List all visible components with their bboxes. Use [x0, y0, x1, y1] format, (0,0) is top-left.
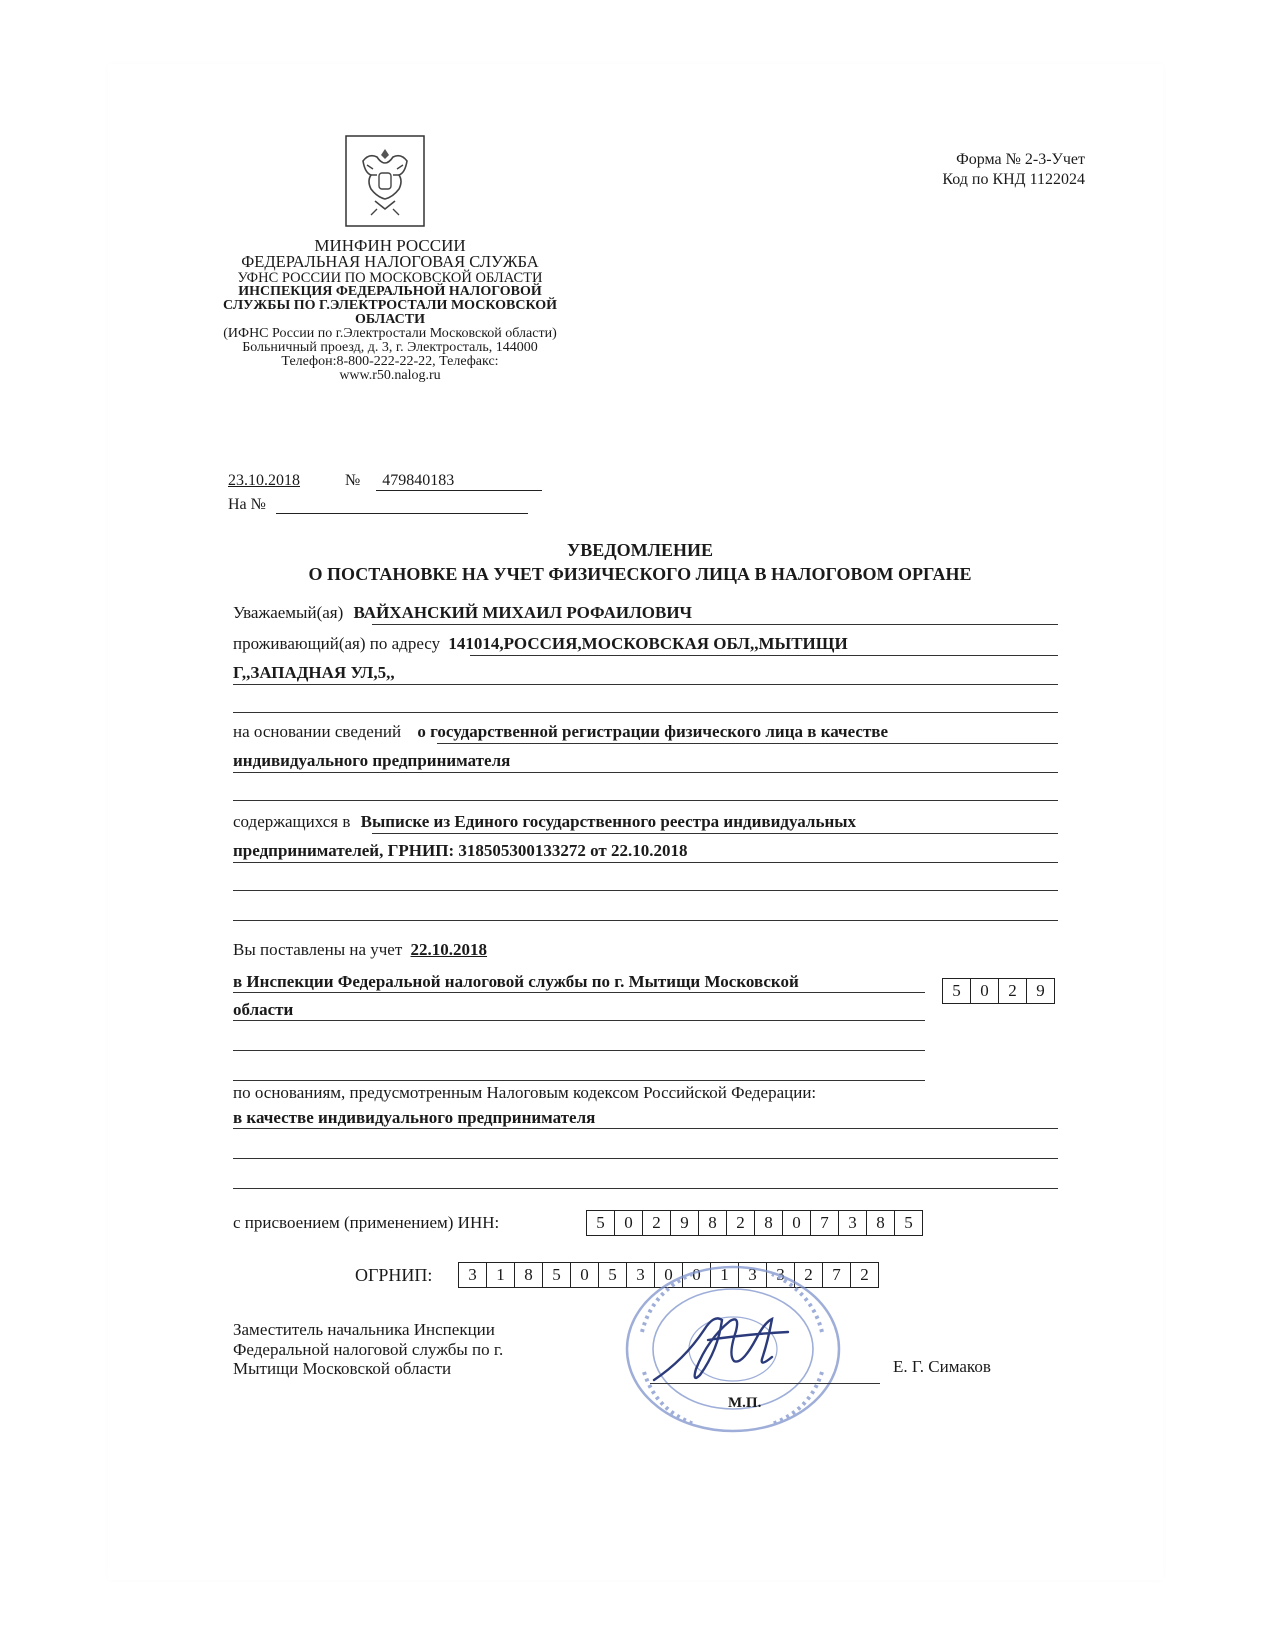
ogrnip-digit: 5	[599, 1263, 627, 1287]
inspection-name-line3: ОБЛАСТИ	[355, 312, 425, 327]
inn-digit: 7	[811, 1211, 839, 1235]
basis-line2: индивидуального предпринимателя	[233, 751, 511, 770]
inn-label: с присвоением (применением) ИНН:	[233, 1213, 500, 1232]
line-grounds1	[233, 1128, 1058, 1129]
inn-digit: 5	[904, 1213, 913, 1232]
form-code-block	[880, 150, 1085, 190]
number-sign: №	[345, 472, 361, 489]
inn-boxes	[586, 1210, 923, 1236]
inn-digit: 2	[727, 1211, 755, 1235]
line-contained1	[372, 833, 1058, 834]
ogrnip-digit: 2	[795, 1263, 823, 1287]
registration-date-value: 23.10.2018	[228, 472, 300, 489]
ogrnip-digit: 3	[459, 1263, 487, 1287]
basis-line1: о государственной регистрации физического лица в качестве	[417, 722, 889, 741]
line-grounds2	[233, 1158, 1058, 1159]
service-name: ФЕДЕРАЛЬНАЯ НАЛОГОВАЯ СЛУЖБА	[241, 252, 539, 271]
ogrnip-digit: 0	[571, 1263, 599, 1287]
recipient-row	[233, 603, 692, 623]
grounds-value: в качестве индивидуального предпринимателя	[233, 1108, 596, 1127]
recipient-name: ВАЙХАНСКИЙ МИХАИЛ РОФАИЛОВИЧ	[353, 603, 693, 622]
address-line2: Г,,ЗАПАДНАЯ УЛ,5,,	[233, 663, 395, 682]
signer-position-line2: Федеральной налоговой службы по г.	[233, 1339, 504, 1359]
registered-label: Вы поставлены на учет	[233, 940, 403, 959]
inspection-short-name: (ИФНС России по г.Электростали Московской области)	[223, 326, 557, 341]
inspection-name-line1: ИНСПЕКЦИЯ ФЕДЕРАЛЬНОЙ НАЛОГОВОЙ	[238, 284, 542, 299]
line-recipient	[372, 624, 1058, 625]
issuer-phone: Телефон:8-800-222-22-22, Телефакс:	[281, 354, 499, 369]
inspection-line2: области	[233, 1000, 294, 1019]
issuer-address: Больничный проезд, д. 3, г. Электросталь, 144000	[242, 340, 538, 355]
line-contained2	[233, 862, 1058, 863]
issuer-header	[195, 237, 585, 383]
line-address3	[233, 712, 1058, 713]
line-inspection2	[233, 1020, 925, 1021]
dear-label: Уважаемый(ая)	[233, 603, 344, 622]
ogrnip-digit: 8	[515, 1263, 543, 1287]
ogrnip-digit: 1	[711, 1263, 739, 1287]
line-basis3	[233, 800, 1058, 801]
ogrnip-digit: 5	[543, 1263, 571, 1287]
department-name: УФНС РОССИИ ПО МОСКОВСКОЙ ОБЛАСТИ	[237, 269, 543, 286]
line-contained3	[233, 890, 1058, 891]
line-inspection1	[233, 992, 925, 993]
inspection-line1: в Инспекции Федеральной налоговой службы по г. Мытищи Московской	[233, 972, 799, 991]
contained-row	[233, 812, 856, 832]
signer-position	[233, 1320, 503, 1379]
ogrnip-digit: 3	[627, 1263, 655, 1287]
ogrnip-digit: 7	[823, 1263, 851, 1287]
address-label: проживающий(ая) по адресу	[233, 634, 441, 653]
knd-code: Код по КНД 1122024	[942, 171, 1085, 188]
line-basis1	[437, 743, 1058, 744]
signer-name: Е. Г. Симаков	[893, 1357, 991, 1376]
registration-number-value: 479840183	[376, 472, 542, 491]
registered-row	[233, 940, 487, 960]
ogrnip-label: ОГРНИП:	[355, 1265, 433, 1285]
stamp-mark: М.П.	[728, 1395, 762, 1411]
address-line1: 141014,РОССИЯ,МОСКОВСКАЯ ОБЛ,,МЫТИЩИ	[448, 634, 848, 653]
contained-line2: предпринимателей, ГРНИП: 318505300133272 от 22.10.2018	[233, 841, 688, 860]
code-digit: 9	[1036, 981, 1045, 1000]
basis-row	[233, 722, 888, 742]
ogrnip-digit: 0	[655, 1263, 683, 1287]
line-contained4	[233, 920, 1058, 921]
address-row	[233, 634, 848, 654]
inn-digit: 5	[587, 1211, 615, 1235]
title-line2: О ПОСТАНОВКЕ НА УЧЕТ ФИЗИЧЕСКОГО ЛИЦА В НАЛОГОВОМ ОРГАНЕ	[308, 564, 972, 585]
line-address1	[470, 655, 1058, 656]
registered-date: 22.10.2018	[410, 940, 488, 959]
inn-digit: 9	[671, 1211, 699, 1235]
registration-date	[228, 472, 300, 490]
contained-label: содержащихся в	[233, 812, 351, 831]
reply-number-field	[276, 498, 528, 514]
grounds-label: по основаниям, предусмотренным Налоговым кодексом Российской Федерации:	[233, 1083, 817, 1102]
inn-digit: 0	[615, 1211, 643, 1235]
inn-digit: 8	[867, 1211, 895, 1235]
ogrnip-digit: 3	[739, 1263, 767, 1287]
ministry-name: МИНФИН РОССИИ	[314, 236, 466, 255]
reply-label: На №	[228, 496, 266, 513]
ogrnip-digit: 0	[683, 1263, 711, 1287]
line-address2	[233, 684, 1058, 685]
line-basis2	[233, 772, 1058, 773]
title-line1: УВЕДОМЛЕНИЕ	[566, 540, 714, 560]
inn-digit: 2	[643, 1211, 671, 1235]
signer-position-line3: Мытищи Московской области	[233, 1359, 452, 1379]
registration-number	[345, 472, 542, 491]
code-digit: 0	[971, 979, 999, 1003]
line-inspection3	[233, 1050, 925, 1051]
inn-digit: 3	[839, 1211, 867, 1235]
inn-digit: 8	[699, 1211, 727, 1235]
line-inspection4	[233, 1080, 925, 1081]
ogrnip-digit: 2	[860, 1265, 869, 1284]
code-digit: 5	[943, 979, 971, 1003]
basis-label: на основании сведений	[233, 722, 402, 741]
signature-icon	[648, 1300, 808, 1395]
form-number: Форма № 2-3-Учет	[956, 151, 1085, 168]
signature-line	[650, 1383, 880, 1384]
signer-position-line1: Заместитель начальника Инспекции	[233, 1320, 495, 1339]
russian-emblem-icon	[345, 135, 425, 227]
code-digit: 2	[999, 979, 1027, 1003]
ogrnip-digit: 1	[487, 1263, 515, 1287]
inspection-code-boxes	[942, 978, 1055, 1004]
line-grounds3	[233, 1188, 1058, 1189]
contained-line1: Выписке из Единого государственного реестра индивидуальных	[360, 812, 857, 831]
issuer-website: www.r50.nalog.ru	[339, 368, 441, 383]
inn-digit: 8	[755, 1211, 783, 1235]
ogrnip-digit: 3	[767, 1263, 795, 1287]
document-title	[195, 538, 1085, 587]
inn-digit: 0	[783, 1211, 811, 1235]
inspection-name-line2: СЛУЖБЫ ПО Г.ЭЛЕКТРОСТАЛИ МОСКОВСКОЙ	[222, 298, 558, 313]
reply-to	[228, 496, 528, 514]
